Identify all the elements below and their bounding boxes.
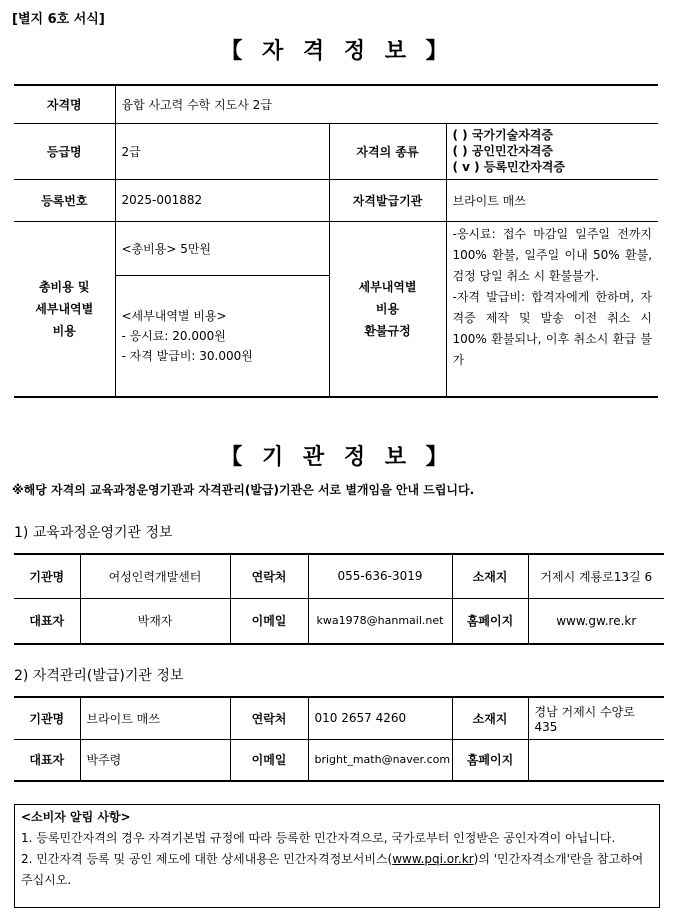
issuer-email-value: bright_math@naver.com bbox=[308, 739, 452, 781]
edu-address-value: 거제시 계룡로13길 6 bbox=[528, 554, 664, 598]
issuer-institution-table bbox=[14, 696, 664, 782]
edu-homepage-value: www.gw.re.kr bbox=[528, 598, 664, 644]
refund-policy bbox=[446, 221, 658, 397]
cost-details-heading: <세부내역별 비용> bbox=[121, 308, 227, 323]
qualification-section-title: 【 자 격 정 보 】 bbox=[220, 39, 454, 64]
refund-label-line-2: 비용 bbox=[375, 301, 400, 316]
issuer-rep-label: 대표자 bbox=[14, 739, 80, 781]
consumer-notice-item-2-end: )의 '민간자격소개'란을 참고하여 주십시오. bbox=[21, 852, 644, 887]
edu-rep-label: 대표자 bbox=[14, 598, 80, 644]
qualification-type-options bbox=[446, 123, 658, 179]
edu-homepage-label: 홈페이지 bbox=[452, 598, 528, 644]
issuer-org-value: 브라이트 매쓰 bbox=[80, 697, 230, 739]
refund-label-line-3: 환불규정 bbox=[364, 323, 411, 338]
edu-phone-value: 055-636-3019 bbox=[308, 554, 452, 598]
issuer-phone-label: 연락처 bbox=[230, 697, 308, 739]
issuer-homepage-label: 홈페이지 bbox=[452, 739, 528, 781]
cost-label bbox=[14, 221, 115, 397]
issuer-rep-value: 박주령 bbox=[80, 739, 230, 781]
edu-institution-table bbox=[14, 553, 664, 645]
edu-rep-value: 박재자 bbox=[80, 598, 230, 644]
edu-institution-heading: 1) 교육과정운영기관 정보 bbox=[14, 525, 173, 541]
cost-label-line-1: 총비용 및 bbox=[38, 279, 90, 294]
institution-section-title: 【 기 관 정 보 】 bbox=[220, 445, 454, 470]
issuer-org-label: 기관명 bbox=[14, 697, 80, 739]
issuer-institution-heading: 2) 자격관리(발급)기관 정보 bbox=[14, 668, 184, 684]
consumer-notice-box bbox=[14, 804, 660, 908]
edu-phone-label: 연락처 bbox=[230, 554, 308, 598]
issuer-homepage-value bbox=[528, 739, 664, 781]
consumer-notice-title: <소비자 알림 사항> bbox=[21, 810, 131, 824]
cost-details bbox=[115, 275, 329, 397]
grade-label: 등급명 bbox=[14, 123, 115, 179]
issuer-phone-value: 010 2657 4260 bbox=[308, 697, 452, 739]
edu-org-value: 여성인력개발센터 bbox=[80, 554, 230, 598]
qualification-name-label: 자격명 bbox=[14, 85, 115, 123]
registration-number-value: 2025-001882 bbox=[115, 179, 329, 221]
refund-label bbox=[329, 221, 446, 397]
issuer-address-label: 소재지 bbox=[452, 697, 528, 739]
edu-address-label: 소재지 bbox=[452, 554, 528, 598]
edu-org-label: 기관명 bbox=[14, 554, 80, 598]
grade-value: 2급 bbox=[115, 123, 329, 179]
cost-detail-exam-fee: - 응시료: 20.000원 bbox=[121, 328, 226, 343]
edu-email-label: 이메일 bbox=[230, 598, 308, 644]
type-option-registered: ( v ) 등록민간자격증 bbox=[452, 160, 565, 174]
institution-notice: ※해당 자격의 교육과정운영기관과 자격관리(발급)기관은 서로 별개임을 안내 드립니다. bbox=[12, 483, 475, 497]
consumer-notice-item-2 bbox=[21, 849, 653, 891]
refund-policy-issue-fee: -자격 발급비: 합격자에게 한하며, 자격증 제작 및 발송 이전 취소 시 100% 환불되나, 이후 취소시 환급 불가 bbox=[452, 289, 653, 367]
registration-number-label: 등록번호 bbox=[14, 179, 115, 221]
total-cost: <총비용> 5만원 bbox=[115, 221, 329, 275]
type-option-certified: ( ) 공인민간자격증 bbox=[452, 144, 553, 158]
issuer-value: 브라이트 매쓰 bbox=[446, 179, 658, 221]
type-option-national: ( ) 국가기술자격증 bbox=[452, 128, 553, 142]
cost-label-line-2: 세부내역별 bbox=[35, 301, 94, 316]
refund-policy-exam-fee: -응시료: 접수 마감일 일주일 전까지 100% 환불, 일주일 이내 50% 환불, 검정 당일 취소 시 환불불가. bbox=[452, 226, 653, 283]
qualification-name-value: 융합 사고력 수학 지도사 2급 bbox=[115, 85, 658, 123]
qualification-type-label: 자격의 종류 bbox=[329, 123, 446, 179]
qualification-table bbox=[14, 84, 658, 398]
issuer-address-value: 경남 거제시 수양로 435 bbox=[528, 697, 664, 739]
cost-label-line-3: 비용 bbox=[52, 323, 76, 338]
pqi-link[interactable]: www.pqi.or.kr bbox=[392, 852, 474, 866]
cost-detail-issue-fee: - 자격 발급비: 30.000원 bbox=[121, 348, 253, 363]
issuer-label: 자격발급기관 bbox=[329, 179, 446, 221]
consumer-notice-item-2-start: 2. 민간자격 등록 및 공인 제도에 대한 상세내용은 민간자격정보서비스( bbox=[21, 852, 393, 866]
issuer-email-label: 이메일 bbox=[230, 739, 308, 781]
edu-email-value: kwa1978@hanmail.net bbox=[308, 598, 452, 644]
form-number: [별지 6호 서식] bbox=[12, 12, 105, 27]
refund-label-line-1: 세부내역별 bbox=[358, 279, 417, 294]
consumer-notice-item-1: 1. 등록민간자격의 경우 자격기본법 규정에 따라 등록한 민간자격으로, 국가로부터 인정받은 공인자격이 아닙니다. bbox=[21, 831, 616, 845]
